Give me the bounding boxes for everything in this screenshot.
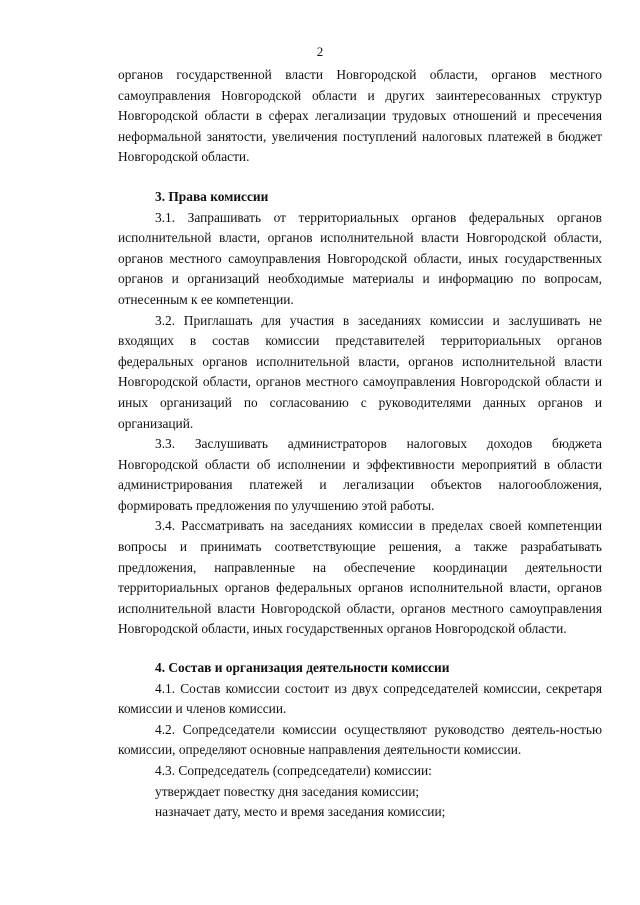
spacer [118,168,602,187]
clause-3-3: 3.3. Заслушивать администраторов налоговых доходов бюджета Новгородской области об исполнении и эффективности мероприятий в области администрирования платежей и легализации объектов налогообложения, формировать предложения по улучшению этой работы. [118,436,602,513]
intro-paragraph: органов государственной власти Новгородской области, органов местного самоуправления Новгородской области и других заинтересованных структур Новгородской области в сферах легализации трудовых отношений и пресечения неформальной занятости, увеличения поступлений налоговых платежей в бюджет Новгородской области. [118,67,602,165]
clause-3-2: 3.2. Приглашать для участия в заседаниях комиссии и заслушивать не входящих в состав комиссии представителей территориальных органов федеральных органов исполнительной власти, органов исполнительной власти Новгородской области, органов местного самоуправления Новгородской области и иных организаций по согласованию с руководителями данных органов и организаций. [118,312,602,431]
clause-3-4: 3.4. Рассматривать на заседаниях комиссии в пределах своей компетенции вопросы и принимать соответствующие решения, а также разрабатывать предложения, направленные на обеспечение координации деятельности территориальных органов федеральных органов исполнительной власти, органов исполнительной власти Новгородской области, органов местного самоуправления Новгородской области, иных государственных органов Новгородской области. [118,518,602,637]
clause-4-1: 4.1. Состав комиссии состоит из двух сопредседателей комиссии, секретаря комиссии и членов комиссии. [118,680,602,717]
clause-4-3: 4.3. Сопредседатель (сопредседатели) комиссии: [155,763,432,778]
clause-3-1: 3.1. Запрашивать от территориальных органов федеральных органов исполнительной власти, органов исполнительной власти Новгородской области, органов местного самоуправления Новгородской области, иных государственных органов и организаций необходимые материалы и информацию по вопросам, отнесенным к ее компетенции. [118,209,602,307]
section-4-heading: 4. Состав и организация деятельности комиссии [155,660,450,676]
page-number: 2 [316,44,324,59]
clause-4-3-item-schedule: назначает дату, место и время заседания комиссии; [155,804,446,820]
section-3-heading: 3. Права комиссии [155,188,269,204]
document-body [118,65,602,823]
clause-4-2: 4.2. Сопредседатели комиссии осуществляют руководство деятель-ностью комиссии, определяют основные направления деятельности комиссии. [118,721,602,758]
clause-4-3-item-agenda: утверждает повестку дня заседания комиссии; [155,783,420,799]
spacer [118,640,602,658]
